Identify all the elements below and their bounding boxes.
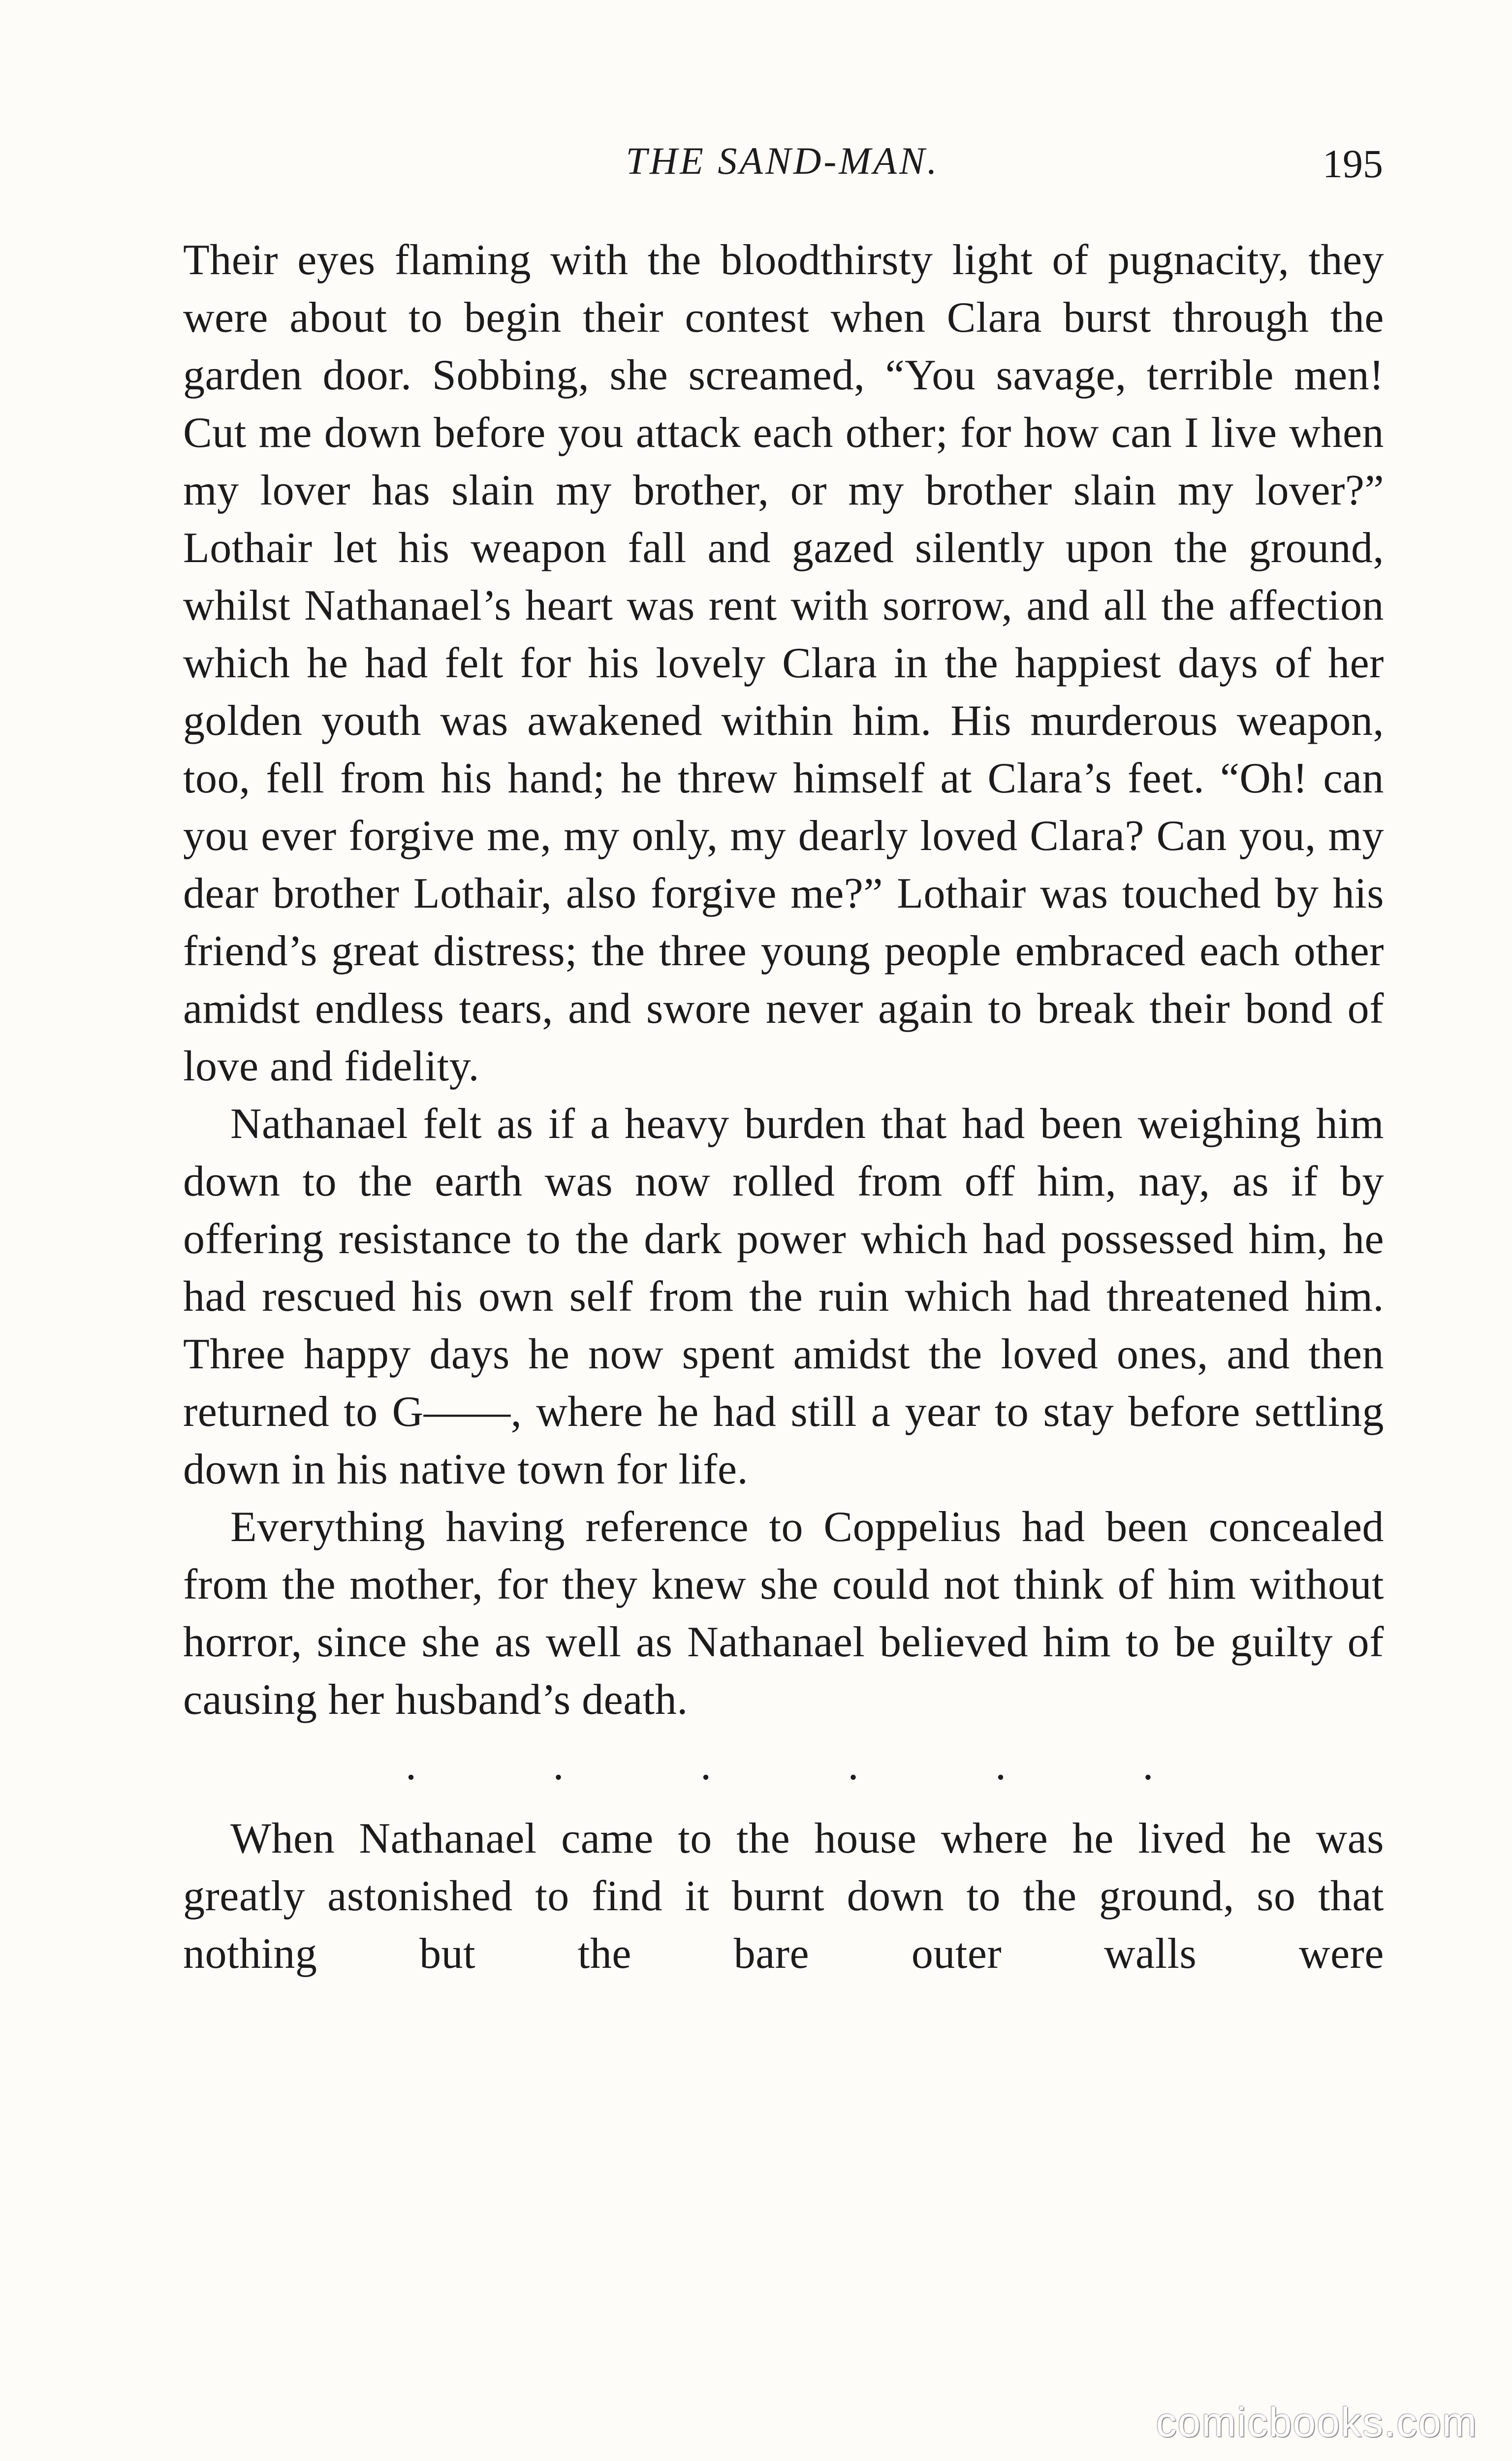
running-title: THE SAND-MAN. bbox=[626, 139, 940, 182]
paragraph: Their eyes flaming with the bloodthirsty light of pugnacity, they were about to begin their contest when Clara burst through the garden door. Sobbing, she screamed, “You savage, terrible men! Cut me down before you attack each other; for how can I live when my lover has slain my brother, or my brother slain my lover?” Lothair let his weapon fall and gazed silently upon the ground, whilst Nathanael’s heart was rent with sorrow, and all the affection which he had felt for his lovely Clara in the happiest days of her golden youth was awakened within him. His murderous weapon, too, fell from his hand; he threw himself at Clara’s feet. “Oh! can you ever forgive me, my only, my dearly loved Clara? Can you, my dear brother Lothair, also forgive me?” Lothair was touched by his friend’s great distress; the three young people embraced each other amidst endless tears, and swore never again to break their bond of love and fidelity. bbox=[183, 236, 1384, 1090]
paragraph: Nathanael felt as if a heavy burden that had been weighing him down to the earth was now rolled from off him, nay, as if by offering resistance to the dark power which had possessed him, he had rescued his own self from the ruin which had threatened him. Three happy days he now spent amidst the loved ones, and then returned to G——, where he had still a year to stay before settling down in his native town for life. bbox=[183, 1100, 1384, 1493]
section-break-dot: . bbox=[1142, 1741, 1154, 1789]
section-break-dot: . bbox=[406, 1741, 417, 1789]
section-break bbox=[406, 1743, 1154, 1788]
paragraph: When Nathanael came to the house where he lived he was greatly astonished to find it burnt down to the ground, so that nothing but the bare outer walls were bbox=[183, 1815, 1384, 1978]
section-break-dot: . bbox=[848, 1741, 859, 1789]
watermark: comicbooks.com bbox=[1156, 2399, 1478, 2445]
paragraph: Everything having reference to Coppelius had been concealed from the mother, for they knew she could not think of him without horror, since she as well as Nathanael believed him to be guilty of causing her husband’s death. bbox=[183, 1503, 1384, 1724]
running-head bbox=[182, 134, 1383, 193]
section-break-dot: . bbox=[995, 1741, 1007, 1789]
section-break-dot: . bbox=[553, 1741, 564, 1789]
body-text bbox=[183, 231, 1384, 1983]
page-number: 195 bbox=[1323, 141, 1383, 186]
section-break-dot: . bbox=[700, 1741, 712, 1789]
